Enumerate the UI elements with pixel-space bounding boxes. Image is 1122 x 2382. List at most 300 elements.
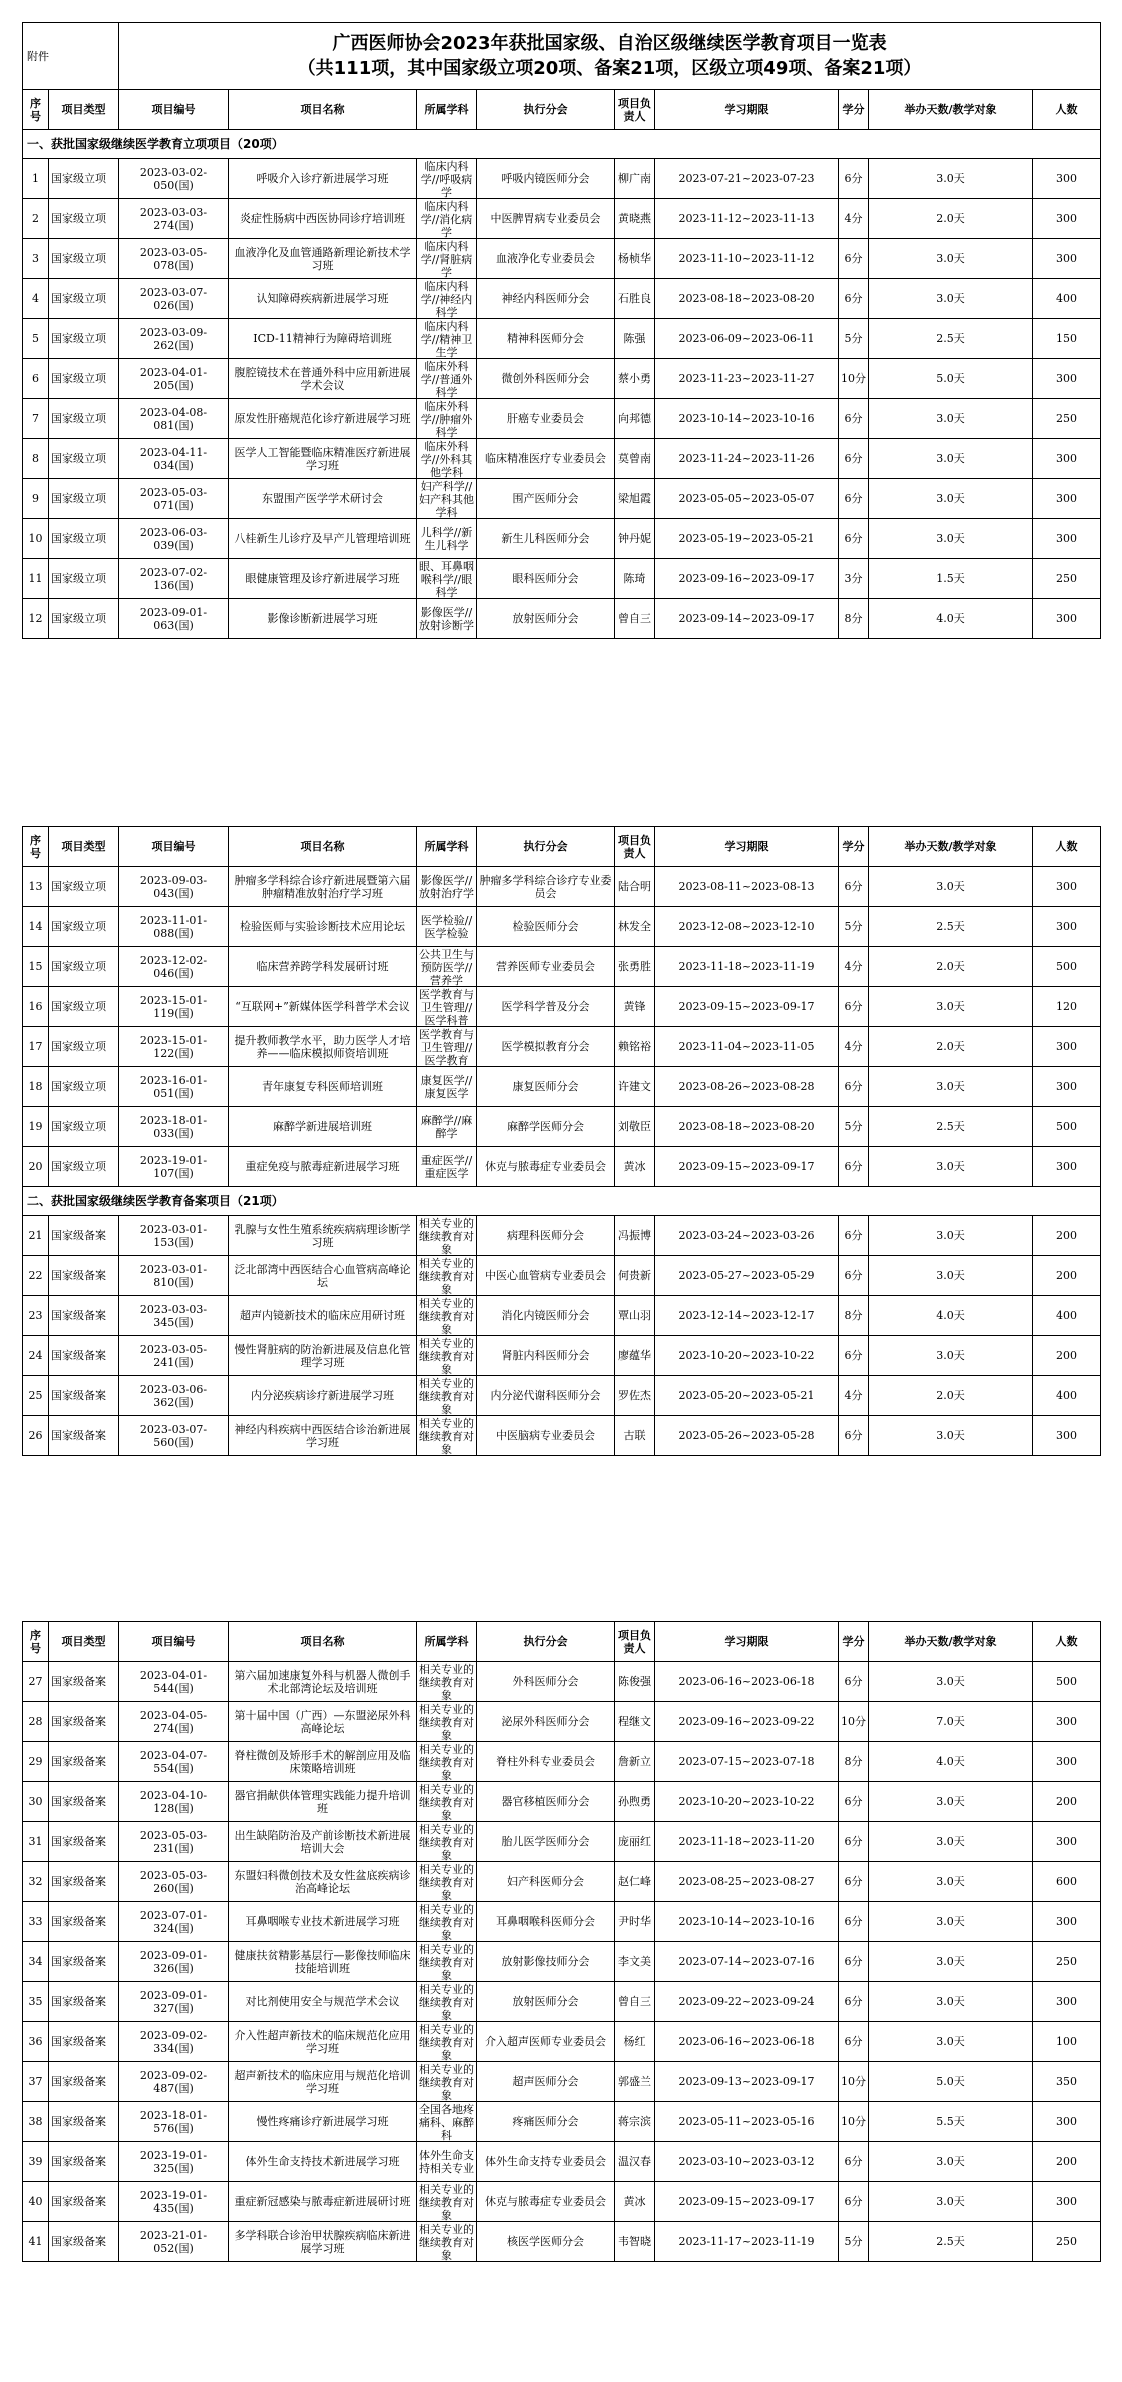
cell-days	[869, 2222, 1033, 2262]
cell-text: 3.0天	[936, 2155, 965, 2168]
cell-period	[655, 1216, 839, 1256]
column-header-period: 学习期限	[655, 827, 839, 867]
cell-text: 中医脾胃病专业委员会	[490, 212, 601, 225]
column-header-discipline: 所属学科	[417, 90, 477, 130]
cell-count	[1033, 2022, 1101, 2062]
cell-leader	[615, 599, 655, 639]
cell-branch	[477, 439, 615, 479]
cell-text: 重症医学//重症医学	[420, 1153, 473, 1180]
cell-branch	[477, 2022, 615, 2062]
cell-count	[1033, 1216, 1101, 1256]
cell-days	[869, 1336, 1033, 1376]
cell-text: 2023-09-02-487(国)	[139, 2068, 208, 2095]
cell-text: 32	[28, 1875, 43, 1888]
cell-text: 相关专业的继续教育对象	[419, 1742, 474, 1781]
cell-text: 2023-09-13~2023-09-17	[678, 2075, 815, 2088]
cell-text: 250	[1056, 412, 1078, 425]
cell-credit	[839, 2142, 869, 2182]
cell-text: 300	[1056, 920, 1077, 933]
cell-text: 3.0天	[936, 412, 965, 425]
cell-text: 300	[1056, 492, 1078, 505]
cell-text: 300	[1056, 212, 1078, 225]
cell-text: 300	[1056, 1755, 1077, 1768]
cell-name	[229, 2022, 417, 2062]
cell-text: 5分	[844, 332, 863, 345]
cell-type	[49, 1256, 119, 1296]
cell-text: 3.0天	[936, 1000, 965, 1013]
cell-text: 检验医师与实验诊断技术应用论坛	[240, 920, 405, 933]
cell-serial	[23, 279, 49, 319]
cell-text: 6分	[844, 1429, 863, 1442]
cell-text: 3.0天	[936, 1995, 965, 2008]
cell-text: 16	[28, 1000, 43, 1013]
cell-text: 2023-08-26~2023-08-28	[678, 1080, 815, 1093]
cell-text: 出生缺陷防治及产前诊断技术新进展培训大会	[234, 1828, 411, 1855]
cell-count	[1033, 1982, 1101, 2022]
cell-text: 10分	[841, 1715, 866, 1728]
cell-text: 2023-06-16~2023-06-18	[678, 2035, 815, 2048]
cell-text: 3.0天	[936, 2035, 965, 2048]
cell-period	[655, 159, 839, 199]
cell-type	[49, 2142, 119, 2182]
cell-type	[49, 2062, 119, 2102]
cell-period	[655, 2222, 839, 2262]
cell-discipline	[417, 279, 477, 319]
cell-text: 300	[1056, 1835, 1077, 1848]
cell-code	[119, 1982, 229, 2022]
cell-name	[229, 1416, 417, 1456]
cell-text: 2023-03-07-560(国)	[139, 1422, 208, 1449]
cell-text: 国家级备案	[51, 1349, 106, 1362]
table-row	[23, 1067, 1101, 1107]
cell-text: 26	[28, 1429, 43, 1442]
cell-text: 检验医师分会	[512, 920, 579, 933]
cell-period	[655, 2062, 839, 2102]
cell-text: 黄锋	[623, 1000, 646, 1013]
cell-text: 2023-04-01-544(国)	[139, 1668, 208, 1695]
cell-text: 临床内科学//消化病学	[420, 199, 473, 238]
cell-branch	[477, 359, 615, 399]
cell-credit	[839, 1982, 869, 2022]
cell-text: 5.0天	[936, 2075, 965, 2088]
cell-text: 肿瘤多学科综合诊疗专业委员会	[479, 873, 612, 900]
cell-credit	[839, 1902, 869, 1942]
cell-discipline	[417, 1862, 477, 1902]
cell-period	[655, 1147, 839, 1187]
cell-text: 国家级备案	[51, 2235, 106, 2248]
column-header-days: 举办天数/教学对象	[869, 827, 1033, 867]
cell-code	[119, 199, 229, 239]
cell-text: 杨红	[623, 2035, 646, 2048]
cell-branch	[477, 159, 615, 199]
cell-text: 4.0天	[936, 1755, 965, 1768]
cell-code	[119, 359, 229, 399]
cell-text: 2.5天	[936, 1120, 965, 1133]
cell-credit	[839, 359, 869, 399]
cell-discipline	[417, 519, 477, 559]
cell-text: 300	[1056, 452, 1078, 465]
cell-text: 18	[28, 1080, 43, 1093]
cell-text: 2023-10-14~2023-10-16	[678, 1915, 815, 1928]
table-row	[23, 239, 1101, 279]
cell-credit	[839, 1296, 869, 1336]
cell-name	[229, 1902, 417, 1942]
cell-text: 国家级备案	[51, 1229, 106, 1242]
cell-text: 6分	[844, 1080, 863, 1093]
cell-text: 柳广南	[618, 172, 651, 185]
cell-days	[869, 1376, 1033, 1416]
cell-code	[119, 947, 229, 987]
cell-text: 3.0天	[936, 1269, 965, 1282]
cell-text: 29	[28, 1755, 43, 1768]
cell-text: 蒋宗滨	[618, 2115, 651, 2128]
cell-text: 国家级立项	[51, 1000, 106, 1013]
cell-days	[869, 1662, 1033, 1702]
cell-text: 休克与脓毒症专业委员会	[485, 1160, 606, 1173]
cell-text: 国家级立项	[51, 960, 106, 973]
cell-period	[655, 987, 839, 1027]
cell-text: 300	[1056, 172, 1078, 185]
cell-text: 临床营养跨学科发展研讨班	[256, 960, 389, 973]
cell-days	[869, 479, 1033, 519]
cell-discipline	[417, 479, 477, 519]
cell-text: 国家级备案	[51, 1675, 106, 1688]
cell-text: 体外生命支持专业委员会	[485, 2155, 606, 2168]
table-header-row	[23, 827, 1101, 867]
cell-text: 2023-11-04~2023-11-05	[678, 1040, 815, 1053]
cell-leader	[615, 1822, 655, 1862]
cell-code	[119, 867, 229, 907]
cell-period	[655, 2182, 839, 2222]
cell-days	[869, 2062, 1033, 2102]
cell-text: 康复医师分会	[512, 1080, 579, 1093]
cell-text: 曾自三	[618, 612, 651, 625]
cell-discipline	[417, 399, 477, 439]
cell-days	[869, 359, 1033, 399]
cell-text: 2023-04-08-081(国)	[139, 405, 208, 432]
cell-leader	[615, 1662, 655, 1702]
cell-discipline	[417, 199, 477, 239]
cell-days	[869, 279, 1033, 319]
cell-branch	[477, 1256, 615, 1296]
cell-discipline	[417, 2142, 477, 2182]
cell-text: 36	[28, 2035, 43, 2048]
cell-text: 8分	[844, 1755, 863, 1768]
cell-text: 3.0天	[936, 1229, 965, 1242]
cell-text: 2023-09-01-326(国)	[139, 1948, 208, 1975]
cell-text: 围产医师分会	[512, 492, 579, 505]
cell-text: 35	[28, 1995, 43, 2008]
cell-leader	[615, 2102, 655, 2142]
cell-leader	[615, 907, 655, 947]
table-row	[23, 1982, 1101, 2022]
cell-text: 600	[1056, 1875, 1077, 1888]
column-header-credit: 学分	[839, 1622, 869, 1662]
cell-text: 国家级备案	[51, 1835, 106, 1848]
cell-text: 3.0天	[936, 880, 965, 893]
cell-serial	[23, 479, 49, 519]
cell-type	[49, 1742, 119, 1782]
cell-text: 妇产科学//妇产科其他学科	[419, 479, 474, 518]
cell-text: 10分	[841, 2115, 866, 2128]
cell-code	[119, 1702, 229, 1742]
cell-period	[655, 439, 839, 479]
column-header-type: 项目类型	[49, 1622, 119, 1662]
cell-days	[869, 1296, 1033, 1336]
cell-text: 20	[28, 1160, 43, 1173]
cell-text: 6分	[844, 1160, 863, 1173]
cell-type	[49, 1067, 119, 1107]
cell-text: 2023-19-01-435(国)	[139, 2188, 208, 2215]
cell-credit	[839, 319, 869, 359]
cell-count	[1033, 2102, 1101, 2142]
cell-text: 血液净化专业委员会	[496, 252, 595, 265]
cell-text: 临床内科学//精神卫生学	[420, 319, 473, 358]
cell-discipline	[417, 1376, 477, 1416]
cell-text: 国家级备案	[51, 1715, 106, 1728]
cell-text: 4分	[844, 212, 863, 225]
cell-branch	[477, 1782, 615, 1822]
cell-discipline	[417, 559, 477, 599]
cell-discipline	[417, 867, 477, 907]
cell-discipline	[417, 1256, 477, 1296]
cell-text: 33	[28, 1915, 43, 1928]
cell-period	[655, 1067, 839, 1107]
column-header-name: 项目名称	[229, 827, 417, 867]
cell-name	[229, 2102, 417, 2142]
cell-text: 耳鼻咽喉专业技术新进展学习班	[245, 1915, 400, 1928]
cell-text: 相关专业的继续教育对象	[419, 1336, 474, 1375]
cell-code	[119, 2102, 229, 2142]
table-page-1	[22, 22, 1101, 639]
cell-discipline	[417, 1027, 477, 1067]
cell-code	[119, 399, 229, 439]
cell-count	[1033, 159, 1101, 199]
cell-text: 医学模拟教育分会	[501, 1040, 590, 1053]
cell-text: 内分泌疾病诊疗新进展学习班	[251, 1389, 394, 1402]
cell-text: 2023-11-24~2023-11-26	[678, 452, 815, 465]
cell-text: 许建文	[618, 1080, 651, 1093]
cell-name	[229, 1702, 417, 1742]
cell-text: 2023-03-03-274(国)	[139, 205, 208, 232]
cell-text: 14	[28, 920, 43, 933]
cell-credit	[839, 1027, 869, 1067]
cell-period	[655, 599, 839, 639]
cell-text: 300	[1056, 1040, 1077, 1053]
cell-branch	[477, 1942, 615, 1982]
cell-text: 1	[32, 172, 39, 185]
column-header-days: 举办天数/教学对象	[869, 1622, 1033, 1662]
cell-period	[655, 907, 839, 947]
cell-text: 9	[32, 492, 39, 505]
cell-text: 27	[28, 1675, 43, 1688]
cell-text: 2	[32, 212, 39, 225]
cell-leader	[615, 559, 655, 599]
cell-days	[869, 399, 1033, 439]
cell-period	[655, 519, 839, 559]
cell-text: 3.0天	[936, 1080, 965, 1093]
cell-text: 国家级备案	[51, 1389, 106, 1402]
cell-text: 2023-04-11-034(国)	[139, 445, 208, 472]
table-row	[23, 599, 1101, 639]
cell-period	[655, 1376, 839, 1416]
cell-text: ICD-11精神行为障碍培训班	[253, 332, 392, 345]
cell-credit	[839, 199, 869, 239]
cell-branch	[477, 1982, 615, 2022]
cell-text: 何贵新	[618, 1269, 651, 1282]
cell-serial	[23, 1376, 49, 1416]
cell-days	[869, 1027, 1033, 1067]
cell-text: 2023-08-18~2023-08-20	[678, 1120, 815, 1133]
cell-text: 4分	[844, 1389, 863, 1402]
cell-period	[655, 2022, 839, 2062]
cell-count	[1033, 399, 1101, 439]
cell-branch	[477, 1376, 615, 1416]
cell-leader	[615, 947, 655, 987]
cell-leader	[615, 1742, 655, 1782]
cell-text: 5分	[844, 920, 863, 933]
cell-leader	[615, 159, 655, 199]
cell-text: 外科医师分会	[512, 1675, 579, 1688]
cell-name	[229, 319, 417, 359]
cell-text: 向邦德	[618, 412, 651, 425]
cell-leader	[615, 1027, 655, 1067]
column-header-leader: 项目负责人	[615, 1622, 655, 1662]
cell-text: 国家级立项	[51, 452, 106, 465]
cell-credit	[839, 399, 869, 439]
cell-text: 41	[28, 2235, 43, 2248]
cell-text: 6分	[844, 1349, 863, 1362]
cell-serial	[23, 519, 49, 559]
cell-text: 300	[1056, 372, 1078, 385]
cell-days	[869, 1782, 1033, 1822]
cell-count	[1033, 2142, 1101, 2182]
section-heading: 一、获批国家级继续医学教育立项项目（20项）	[23, 130, 1101, 159]
cell-text: 6分	[844, 1955, 863, 1968]
cell-code	[119, 1336, 229, 1376]
cell-text: 临床外科学//外科其他学科	[420, 439, 473, 478]
cell-count	[1033, 279, 1101, 319]
cell-text: 八桂新生儿诊疗及早产儿管理培训班	[234, 532, 411, 545]
cell-serial	[23, 1982, 49, 2022]
cell-type	[49, 279, 119, 319]
cell-serial	[23, 907, 49, 947]
cell-text: 2023-19-01-325(国)	[139, 2148, 208, 2175]
cell-text: 胎儿医学医师分会	[501, 1835, 590, 1848]
cell-text: 相关专业的继续教育对象	[419, 1942, 474, 1981]
cell-text: 2023-09-15~2023-09-17	[678, 1000, 815, 1013]
cell-days	[869, 319, 1033, 359]
cell-text: 温汉春	[618, 2155, 651, 2168]
cell-text: 23	[28, 1309, 43, 1322]
table-row	[23, 987, 1101, 1027]
table-row	[23, 279, 1101, 319]
cell-text: 医学教育与卫生管理//医学教育	[419, 1027, 474, 1066]
cell-text: 2023-15-01-119(国)	[139, 993, 208, 1020]
cell-credit	[839, 599, 869, 639]
cell-type	[49, 1902, 119, 1942]
cell-days	[869, 239, 1033, 279]
cell-credit	[839, 2182, 869, 2222]
cell-count	[1033, 1662, 1101, 1702]
cell-text: 黄晓燕	[618, 212, 651, 225]
cell-credit	[839, 1822, 869, 1862]
cell-credit	[839, 2062, 869, 2102]
cell-days	[869, 1982, 1033, 2022]
cell-text: 国家级立项	[51, 1120, 106, 1133]
cell-text: 国家级立项	[51, 252, 106, 265]
cell-serial	[23, 359, 49, 399]
cell-credit	[839, 1862, 869, 1902]
cell-days	[869, 2142, 1033, 2182]
cell-text: 国家级备案	[51, 1875, 106, 1888]
table-row	[23, 867, 1101, 907]
cell-code	[119, 1862, 229, 1902]
column-header-days: 举办天数/教学对象	[869, 90, 1033, 130]
cell-text: 核医学医师分会	[507, 2235, 584, 2248]
cell-text: 2023-10-20~2023-10-22	[678, 1795, 815, 1808]
cell-leader	[615, 2062, 655, 2102]
cell-text: 张勇胜	[618, 960, 651, 973]
cell-code	[119, 2142, 229, 2182]
cell-text: 中医心血管病专业委员会	[485, 1269, 606, 1282]
cell-discipline	[417, 1416, 477, 1456]
table-row	[23, 2102, 1101, 2142]
cell-code	[119, 1416, 229, 1456]
cell-text: 冯振博	[618, 1229, 651, 1242]
column-header-period: 学习期限	[655, 1622, 839, 1662]
cell-leader	[615, 1376, 655, 1416]
cell-serial	[23, 1147, 49, 1187]
cell-text: 2023-03-01-153(国)	[139, 1222, 208, 1249]
cell-text: 200	[1056, 1349, 1077, 1362]
column-header-type: 项目类型	[49, 827, 119, 867]
column-header-credit: 学分	[839, 90, 869, 130]
cell-count	[1033, 1862, 1101, 1902]
cell-text: 250	[1056, 2235, 1077, 2248]
column-header-leader: 项目负责人	[615, 90, 655, 130]
cell-count	[1033, 519, 1101, 559]
cell-text: 医学检验//医学检验	[420, 913, 473, 940]
column-header-serial: 序号	[23, 1622, 49, 1662]
cell-type	[49, 1982, 119, 2022]
table-row	[23, 519, 1101, 559]
cell-text: 37	[28, 2075, 43, 2088]
cell-branch	[477, 2062, 615, 2102]
cell-text: 公共卫生与预防医学//营养学	[419, 947, 474, 986]
cell-code	[119, 319, 229, 359]
cell-count	[1033, 599, 1101, 639]
cell-text: 3.0天	[936, 1160, 965, 1173]
cell-text: 体外生命支持技术新进展学习班	[245, 2155, 400, 2168]
cell-discipline	[417, 2062, 477, 2102]
cell-text: 7.0天	[936, 1715, 965, 1728]
cell-count	[1033, 2062, 1101, 2102]
cell-code	[119, 1147, 229, 1187]
cell-text: 2023-05-20~2023-05-21	[678, 1389, 815, 1402]
cell-count	[1033, 1902, 1101, 1942]
cell-text: 临床内科学//肾脏病学	[420, 239, 473, 278]
cell-text: 郭盛兰	[618, 2075, 651, 2088]
cell-text: 11	[28, 572, 43, 585]
cell-text: 放射影像技师分会	[501, 1955, 590, 1968]
cell-branch	[477, 479, 615, 519]
cell-period	[655, 867, 839, 907]
cell-leader	[615, 867, 655, 907]
cell-count	[1033, 1147, 1101, 1187]
cell-text: 400	[1056, 292, 1078, 305]
cell-text: 2023-03-10~2023-03-12	[678, 2155, 815, 2168]
